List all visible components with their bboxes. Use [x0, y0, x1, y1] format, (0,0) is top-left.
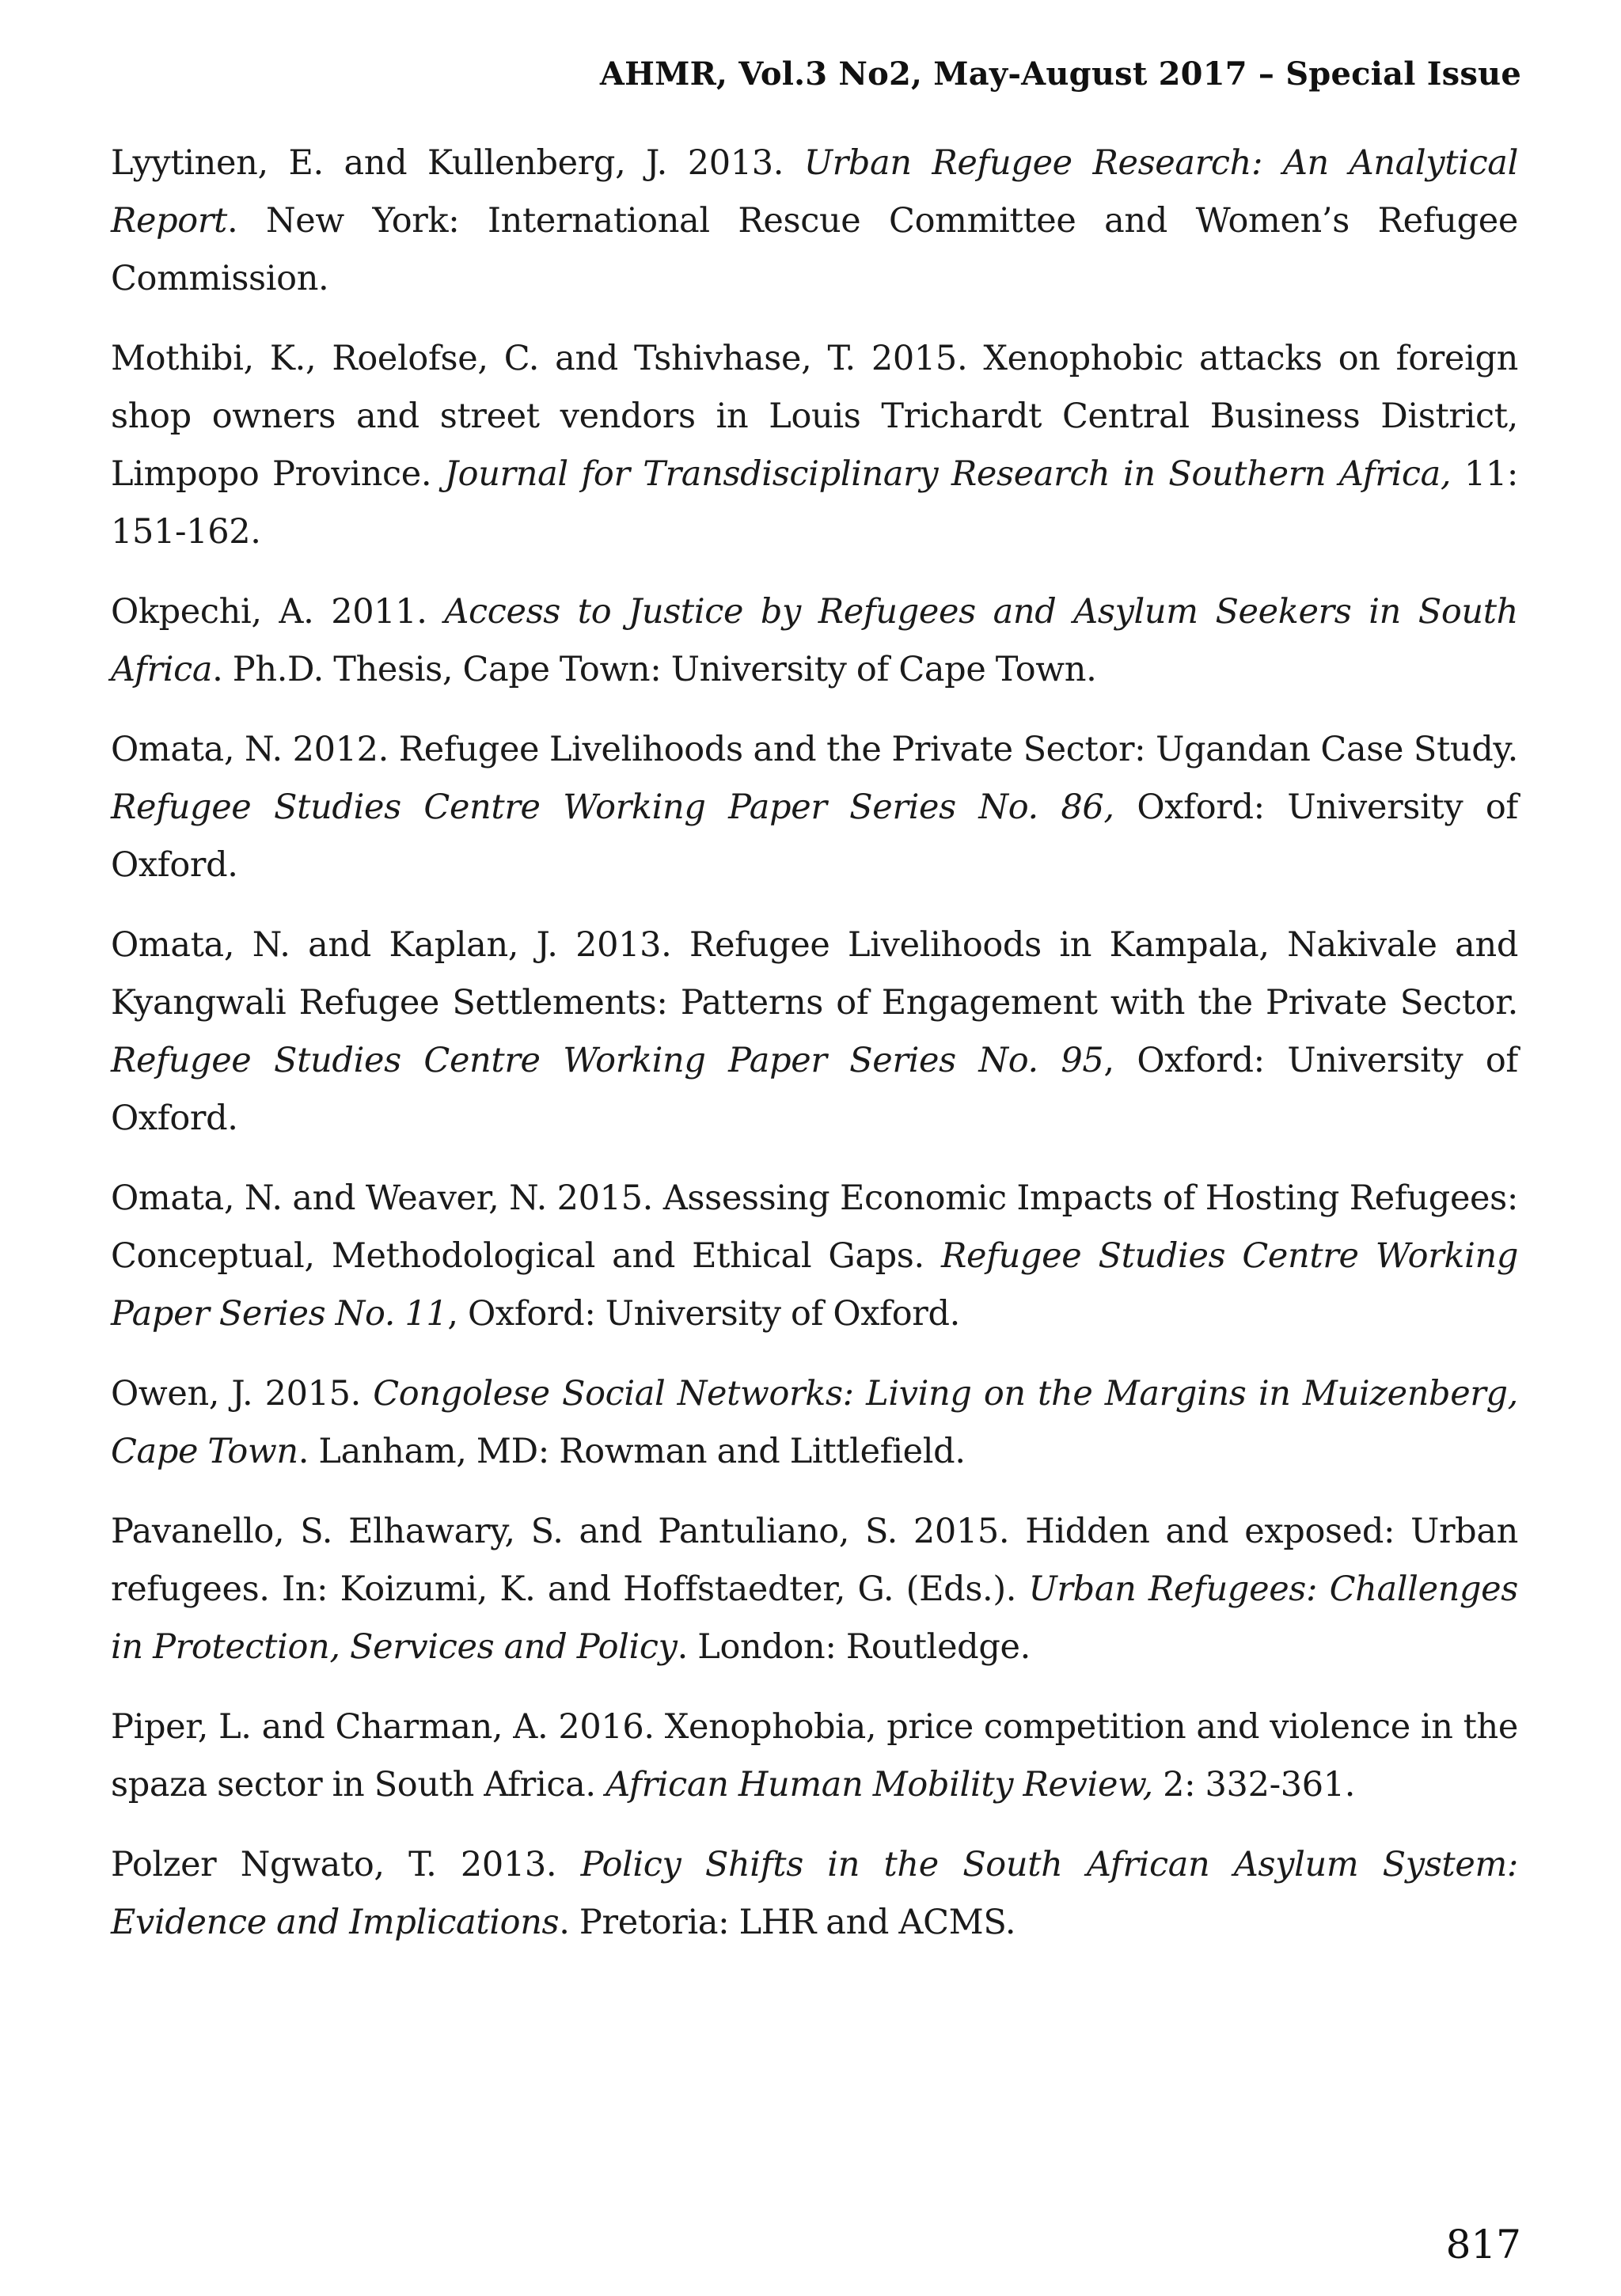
reference-entry [111, 1836, 1518, 1952]
reference-text: Omata, N. and Weaver, N. 2015. Assessing Economic Impacts of Hosting Refugees: Conceptual, Methodological and Ethical Gaps. [111, 1178, 1518, 1276]
reference-title: African Human Mobility Review, [606, 1765, 1153, 1805]
reference-entry [111, 330, 1518, 561]
reference-title: Congolese Social Networks: Living on the Margins in Muizenberg, Cape Town [111, 1374, 1519, 1471]
reference-text: Piper, L. and Charman, A. 2016. Xenophobia, price competition and violence in the spaza sector in South Africa. [111, 1707, 1518, 1805]
reference-text: . New York: International Rescue Committee and Women’s Refugee Commission. [111, 201, 1518, 298]
reference-text: 11: 151-162. [111, 454, 1518, 552]
reference-text: Lyytinen, E. and Kullenberg, J. 2013. [111, 143, 804, 183]
reference-title: Refugee Studies Centre Working Paper Series No. 95 [111, 1041, 1104, 1080]
reference-title: Urban Refugee Research: An Analytical Report [111, 143, 1518, 241]
reference-text: . Lanham, MD: Rowman and Littlefield. [298, 1432, 966, 1471]
reference-entry [111, 1365, 1518, 1481]
reference-title: Urban Refugees: Challenges in Protection, Services and Policy [111, 1569, 1518, 1667]
reference-text: Omata, N. 2012. Refugee Livelihoods and the Private Sector: Ugandan Case Study. [111, 730, 1518, 769]
reference-text: . Pretoria: LHR and ACMS. [559, 1903, 1016, 1942]
reference-title: Policy Shifts in the South African Asylum System: Evidence and Implications [111, 1845, 1519, 1942]
reference-text: , Oxford: University of Oxford. [447, 1294, 960, 1334]
reference-text: Mothibi, K., Roelofse, C. and Tshivhase, T. 2015. Xenophobic attacks on foreign shop owners and street vendors in Louis Trichardt Central Business District, Limpopo Province. [111, 339, 1518, 494]
reference-entry [111, 583, 1518, 699]
reference-entry [111, 1503, 1518, 1676]
reference-text: Owen, J. 2015. [111, 1374, 374, 1414]
reference-list [111, 135, 1518, 1974]
reference-text: Omata, N. and Kaplan, J. 2013. Refugee Livelihoods in Kampala, Nakivale and Kyangwali Refugee Settlements: Patterns of Engagement with the Private Sector. [111, 925, 1518, 1023]
reference-text: 2: 332-361. [1152, 1765, 1356, 1805]
reference-text: , Oxford: University of Oxford. [111, 1041, 1518, 1138]
reference-title: Refugee Studies Centre Working Paper Series No. 11 [111, 1236, 1519, 1334]
page-number: 817 [1445, 2222, 1521, 2268]
reference-text: Oxford: University of Oxford. [111, 787, 1518, 885]
running-header: AHMR, Vol.3 No2, May-August 2017 – Special Issue [599, 55, 1521, 93]
reference-text: Pavanello, S. Elhawary, S. and Pantuliano, S. 2015. Hidden and exposed: Urban refugees. In: Koizumi, K. and Hoffstaedter, G. (Eds.). [111, 1512, 1518, 1609]
reference-title: Access to Justice by Refugees and Asylum Seekers in South Africa [111, 592, 1518, 689]
reference-title: Refugee Studies Centre Working Paper Series No. 86, [111, 787, 1114, 827]
reference-entry [111, 1698, 1518, 1814]
reference-entry [111, 721, 1518, 894]
reference-title: Journal for Transdisciplinary Research in Southern Africa, [444, 454, 1452, 494]
reference-text: . Ph.D. Thesis, Cape Town: University of Cape Town. [212, 650, 1097, 689]
reference-text: Okpechi, A. 2011. [111, 592, 445, 632]
reference-text: Polzer Ngwato, T. 2013. [111, 1845, 581, 1884]
reference-entry [111, 917, 1518, 1148]
reference-entry [111, 1170, 1518, 1343]
reference-text: . London: Routledge. [677, 1627, 1031, 1667]
reference-entry [111, 135, 1518, 308]
